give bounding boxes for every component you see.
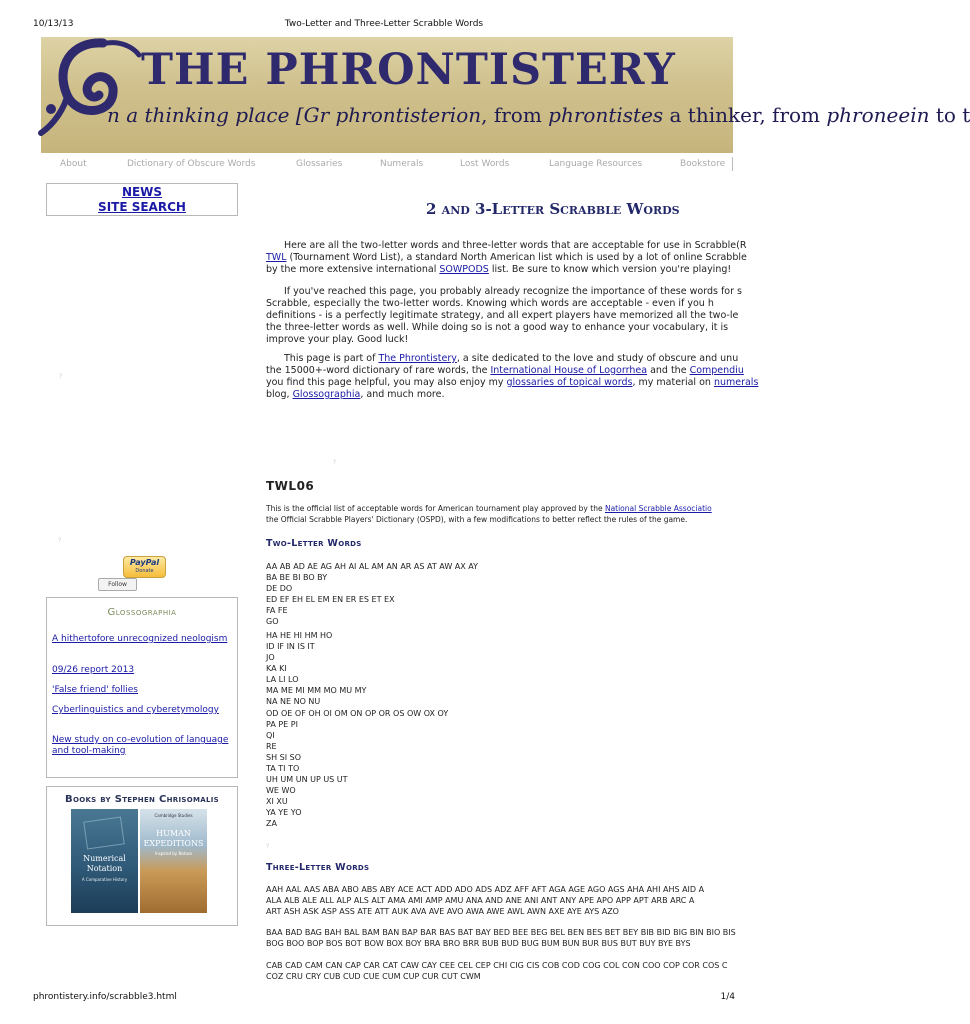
glossographia-post-link[interactable]: New study on co-evolution of language and tool-making: [52, 735, 229, 756]
motto-part: , from: [481, 103, 549, 127]
two-letter-row: UH UM UN UP US UT: [266, 775, 348, 784]
print-url: phrontistery.info/scrabble3.html: [33, 992, 177, 1002]
twl-description-line: [266, 503, 733, 514]
glossographia-heading-text: Glossographia: [107, 607, 177, 618]
two-letter-row: GO: [266, 617, 279, 626]
nsa-link[interactable]: National Scrabble Associatio: [604, 504, 712, 513]
twl-link[interactable]: TWL: [266, 252, 287, 263]
paypal-donate-button[interactable]: [123, 556, 166, 578]
intro-line: [266, 264, 733, 276]
two-letter-row: ZA: [266, 819, 277, 828]
books-heading-text: Books by Stephen Chrisomalis: [65, 794, 219, 805]
text-run: blog,: [266, 389, 293, 400]
scroll-flourish-icon: [41, 37, 141, 153]
two-letter-row: KA KI: [266, 664, 287, 673]
two-letter-row: ED EF EH EL EM EN ER ES ET EX: [266, 595, 395, 604]
glossographia-heading: [47, 607, 237, 618]
text-run: (Tournament Word List), a standard North American list which is used by a lot of online Scrabble: [286, 252, 747, 263]
two-letter-row: SH SI SO: [266, 753, 301, 762]
text-run: , my material on: [632, 377, 714, 388]
two-letter-row: TA TI TO: [266, 764, 300, 773]
twl-heading: TWL06: [266, 479, 315, 493]
sowpods-link[interactable]: SOWPODS: [439, 264, 489, 275]
text-run: by the more extensive international: [266, 264, 440, 275]
text-run: you find this page helpful, you may also enjoy my: [266, 377, 507, 388]
nav-dictionary[interactable]: Dictionary of Obscure Words: [127, 159, 256, 169]
intro-line: [266, 252, 747, 264]
site-banner[interactable]: [41, 37, 970, 153]
site-search-link[interactable]: SITE SEARCH: [98, 200, 186, 214]
motto-part: phroneein: [826, 103, 930, 127]
print-date: 10/13/13: [33, 19, 74, 29]
intro-line: the three-letter words as well. While doing so is not a good way to enhance your vocabulary, it is: [266, 322, 729, 333]
two-letter-row: QI: [266, 731, 275, 740]
nav-lost-words[interactable]: Lost Words: [460, 159, 510, 169]
motto-part: n a thinking place [Gr: [107, 103, 336, 127]
two-letter-row: MA ME MI MM MO MU MY: [266, 686, 367, 695]
glossographia-post-link[interactable]: 'False friend' follies: [52, 685, 138, 695]
three-letter-heading: [266, 862, 369, 873]
page-title: [426, 200, 680, 218]
intro-line: [266, 365, 744, 377]
news-link[interactable]: NEWS: [121, 185, 163, 199]
text-run: This is the official list of acceptable words for American tournament play approved by the: [266, 504, 605, 513]
glossaries-link[interactable]: glossaries of topical words: [506, 377, 633, 388]
nav-glossaries[interactable]: Glossaries: [296, 159, 343, 169]
two-letter-row: OD OE OF OH OI OM ON OP OR OS OW OX OY: [266, 709, 449, 718]
book-cover-graphic: [83, 816, 125, 849]
intro-line: If you've reached this page, you probably already recognize the importance of these words for s: [284, 286, 742, 297]
print-footer: [0, 992, 768, 1006]
two-letter-row: XI XU: [266, 797, 288, 806]
three-letter-row: BOG BOO BOP BOS BOT BOW BOX BOY BRA BRO BRR BUB BUD BUG BUM BUN BUR BUS BUT BUY BYE BYS: [266, 939, 691, 948]
glossographia-post-link[interactable]: 09/26 report 2013: [52, 665, 135, 675]
broken-image-mark: ?: [266, 843, 270, 850]
book2-title: HUMAN EXPEDITIONS: [143, 829, 204, 848]
two-letter-row: HA HE HI HM HO: [266, 631, 333, 640]
nav-divider: [732, 157, 733, 171]
logorrhea-link[interactable]: International House of Logorrhea: [490, 365, 648, 376]
print-header: [0, 19, 768, 33]
nav-about[interactable]: About: [60, 159, 87, 169]
book1-title: Numerical Notation: [83, 854, 126, 873]
two-letter-row: YA YE YO: [266, 808, 302, 817]
three-letter-row: BAA BAD BAG BAH BAL BAM BAN BAP BAR BAS BAT BAY BED BEE BEG BEL BEN BES BET BEY BIB BID BIG BIN BIO BIS: [266, 928, 736, 937]
print-title: Two-Letter and Three-Letter Scrabble Words: [284, 19, 484, 29]
follow-button[interactable]: Follow: [98, 578, 137, 591]
motto-part: to t: [929, 103, 970, 127]
donate-label: Donate: [135, 568, 154, 574]
three-letter-row: ALA ALB ALE ALL ALP ALS ALT AMA AMI AMP AMU ANA AND ANE ANI ANT ANY APE APO APP APT ARB ARC A: [266, 896, 695, 905]
intro-line: Here are all the two-letter words and three-letter words that are acceptable for use in Scrabble(R: [284, 240, 747, 251]
text-run: list. Be sure to know which version you're playing!: [488, 264, 732, 275]
glossographia-link[interactable]: Glossographia: [292, 389, 361, 400]
book2-series: Cambridge Studies: [154, 813, 193, 818]
news-box: [46, 183, 238, 216]
three-letter-row: ART ASH ASK ASP ASS ATE ATT AUK AVA AVE AVO AWA AWE AWL AWN AXE AYE AYS AZO: [266, 907, 619, 916]
broken-image-mark: ?: [59, 373, 63, 380]
intro-line: definitions - is a perfectly legitimate strategy, and all expert players have memorized all the two-le: [266, 310, 739, 321]
motto-part: a thinker, from: [663, 103, 827, 127]
two-letter-row: JO: [266, 653, 275, 662]
book-cover-human-expeditions[interactable]: [140, 809, 207, 913]
twl-description-line: the Official Scrabble Players' Dictionary (OSPD), with a few modifications to better reflect the rules of the game.: [266, 515, 688, 524]
three-letter-row: AAH AAL AAS ABA ABO ABS ABY ACE ACT ADD ADO ADS ADZ AFF AFT AGA AGE AGO AGS AHA AHI AHS AID A: [266, 885, 705, 894]
page-title-text: 2 and 3-Letter Scrabble Words: [426, 200, 680, 218]
books-box: [46, 786, 238, 926]
text-run: This page is part of: [284, 353, 379, 364]
broken-image-mark: ?: [333, 459, 337, 466]
text-run: the 15000+-word dictionary of rare words, the: [266, 365, 491, 376]
compendium-link[interactable]: Compendiu: [689, 365, 744, 376]
two-letter-heading: [266, 538, 362, 549]
three-letter-row: CAB CAD CAM CAN CAP CAR CAT CAW CAY CEE CEL CEP CHI CIG CIS COB COD COG COL CON COO COP COR COS C: [266, 961, 728, 970]
site-brand: THE PHRONTISTERY: [141, 45, 676, 95]
glossographia-post-link[interactable]: Cyberlinguistics and cyberetymology: [52, 705, 219, 715]
books-heading: [47, 794, 237, 805]
intro-line: [266, 389, 733, 401]
intro-line: [266, 353, 739, 365]
text-run: and the: [647, 365, 690, 376]
two-letter-heading-text: Two-Letter Words: [266, 538, 362, 549]
intro-line: Scrabble, especially the two-letter words. Knowing which words are acceptable - even if you h: [266, 298, 714, 309]
print-page-number: 1/4: [720, 992, 735, 1002]
text-run: , a site dedicated to the love and study of obscure and unu: [456, 353, 739, 364]
site-motto: [107, 103, 970, 127]
two-letter-row: PA PE PI: [266, 720, 298, 729]
two-letter-row: AA AB AD AE AG AH AI AL AM AN AR AS AT AW AX AY: [266, 562, 479, 571]
three-letter-heading-text: Three-Letter Words: [266, 862, 370, 873]
book1-subtitle: A Comparative History: [81, 877, 128, 882]
three-letter-row: COZ CRU CRY CUB CUD CUE CUM CUP CUR CUT CWM: [266, 972, 481, 981]
glossographia-post-link[interactable]: A hithertofore unrecognized neologism: [52, 634, 228, 644]
two-letter-row: FA FE: [266, 606, 288, 615]
intro-line: [266, 377, 759, 389]
broken-image-mark: ?: [58, 537, 62, 544]
two-letter-row: LA LI LO: [266, 675, 299, 684]
two-letter-row: WE WO: [266, 786, 296, 795]
book-cover-numerical-notation[interactable]: [71, 809, 138, 913]
phrontistery-link[interactable]: The Phrontistery: [378, 353, 457, 364]
nav-numerals[interactable]: Numerals: [380, 159, 424, 169]
two-letter-row: BA BE BI BO BY: [266, 573, 328, 582]
intro-line: improve your play. Good luck!: [266, 334, 409, 345]
nav-language-resources[interactable]: Language Resources: [549, 159, 643, 169]
two-letter-row: DE DO: [266, 584, 293, 593]
two-letter-row: ID IF IN IS IT: [266, 642, 315, 651]
numerals-link[interactable]: numerals: [713, 377, 759, 388]
two-letter-row: RE: [266, 742, 277, 751]
paypal-label: PayPal: [129, 558, 160, 567]
motto-part: phrontistes: [548, 103, 664, 127]
two-letter-row: NA NE NO NU: [266, 697, 321, 706]
nav-bookstore[interactable]: Bookstore: [680, 159, 726, 169]
text-run: , and much more.: [360, 389, 445, 400]
book2-subtitle: Inspired by Nature: [154, 851, 193, 856]
glossographia-box: [46, 597, 238, 778]
top-nav: [41, 155, 733, 175]
motto-part: phrontisterion: [335, 103, 482, 127]
